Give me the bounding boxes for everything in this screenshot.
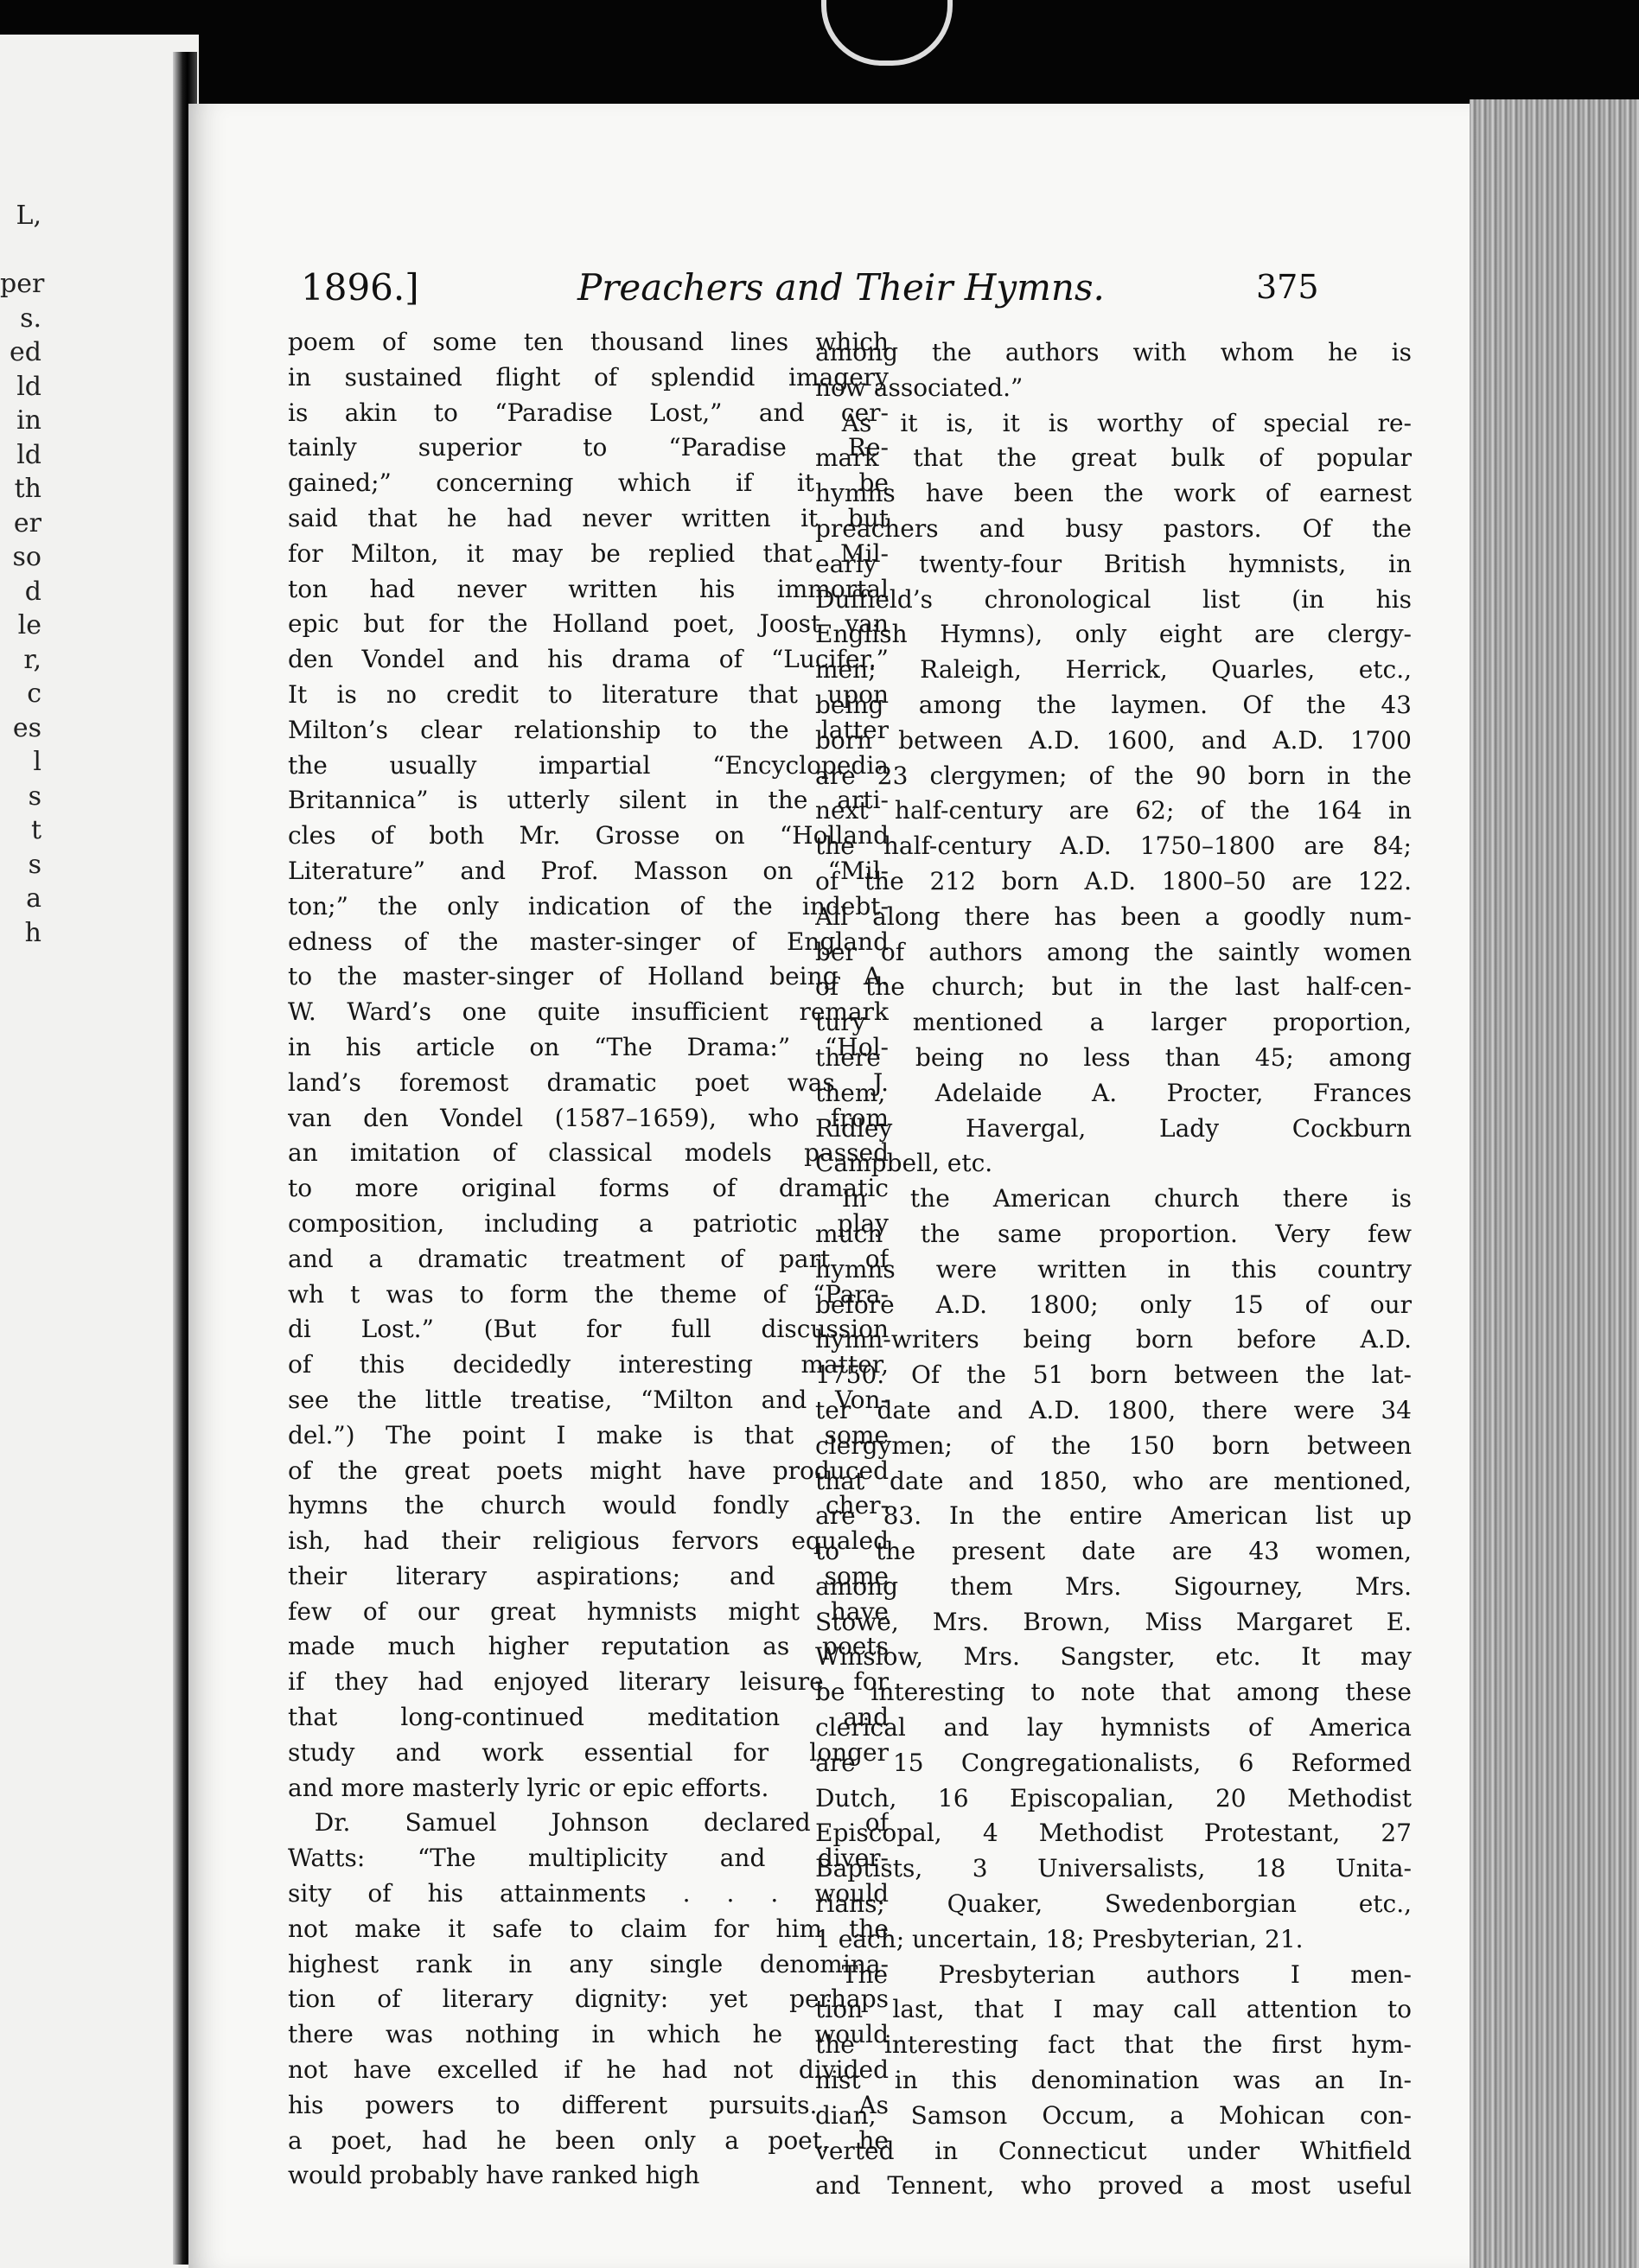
text-line: if they had enjoyed literary leisure for [288, 1667, 889, 1697]
text-line: not have excelled if he had not divided [288, 2055, 889, 2085]
text-line: to the master-singer of Holland being A. [288, 962, 889, 991]
page-number: 375 [1256, 268, 1319, 306]
text-line: cles of both Mr. Grosse on “Holland [288, 821, 889, 850]
binding-ring [821, 0, 953, 66]
text-line: and Tennent, who proved a most useful [815, 2171, 1412, 2201]
text-line: that date and 1850, who are mentioned, [815, 1466, 1412, 1495]
text-line: said that he had never written it but [288, 503, 889, 532]
text-line: hymns were written in this country [815, 1254, 1412, 1284]
text-line: The Presbyterian authors I men- [841, 1959, 1412, 1989]
facing-page-fragment: s [28, 780, 41, 812]
text-line: of the 212 born A.D. 1800–50 are 122. [815, 866, 1412, 895]
text-line: born between A.D. 1600, and A.D. 1700 [815, 725, 1412, 755]
text-line: clerical and lay hymnists of America [815, 1713, 1412, 1742]
text-line: few of our great hymnists might have [288, 1596, 889, 1626]
text-line: English Hymns), only eight are clergy- [815, 620, 1412, 649]
text-line: rians; Quaker, Swedenborgian etc., [815, 1889, 1412, 1919]
text-line: would probably have ranked high [288, 2161, 700, 2190]
text-line: the usually impartial “Encyclopedia [288, 750, 889, 780]
text-line: next half-century are 62; of the 164 in [815, 796, 1412, 825]
text-line: Dr. Samuel Johnson declared of [314, 1808, 889, 1838]
facing-page-fragment: s [28, 849, 41, 880]
text-line: Dutch, 16 Episcopalian, 20 Methodist [815, 1783, 1412, 1812]
text-line: Baptists, 3 Universalists, 18 Unita- [815, 1854, 1412, 1883]
text-line: 1750. Of the 51 born between the lat- [815, 1360, 1412, 1390]
facing-page-fragment: le [17, 610, 41, 640]
text-line: ber of authors among the saintly women [815, 937, 1412, 966]
facing-page-fragment: th [14, 474, 41, 504]
text-line: of the church; but in the last half-cen- [815, 972, 1412, 1002]
facing-page-fragment: a [26, 883, 41, 914]
text-line: see the little treatise, “Milton and Von- [288, 1385, 889, 1414]
text-line: All along there has been a goodly num- [815, 901, 1412, 931]
text-line: Ridley Havergal, Lady Cockburn [815, 1113, 1412, 1143]
text-line: Britannica” is utterly silent in the arti- [288, 786, 889, 815]
page-edges [1470, 99, 1639, 2268]
facing-page-fragment: ld [16, 371, 41, 402]
text-line: for Milton, it may be replied that Mil- [288, 538, 889, 568]
text-line: hymn-writers being born before A.D. [815, 1325, 1412, 1354]
text-line: composition, including a patriotic play [288, 1208, 889, 1238]
text-line: del.”) The point I make is that some [288, 1420, 889, 1449]
text-line: a poet, had he been only a poet, he [288, 2125, 889, 2155]
text-line: land’s foremost dramatic poet was J. [288, 1067, 889, 1097]
text-line: Duffield’s chronological list (in his [815, 584, 1412, 614]
facing-page-fragment: ed [10, 337, 41, 367]
text-line: not make it safe to claim for him the [288, 1914, 889, 1943]
text-line: tainly superior to “Paradise Re- [288, 433, 889, 462]
text-line: Stowe, Mrs. Brown, Miss Margaret E. [815, 1607, 1412, 1636]
facing-page-text-fragments [0, 199, 45, 950]
text-line: hymns the church would fondly cher- [288, 1491, 889, 1520]
facing-page-fragment: l [33, 747, 41, 777]
text-line: Campbell, etc. [815, 1149, 993, 1178]
text-line: clergymen; of the 150 born between [815, 1430, 1412, 1460]
text-line: highest rank in any single denomina- [288, 1949, 889, 1978]
text-line: much the same proportion. Very few [815, 1219, 1412, 1248]
text-line: ton had never written his immortal [288, 574, 889, 603]
text-line: di Lost.” (But for full discussion [288, 1315, 889, 1344]
text-line: made much higher reputation as poets [288, 1632, 889, 1661]
text-line: wh t was to form the theme of “Para- [288, 1279, 889, 1309]
text-line: is akin to “Paradise Lost,” and cer- [288, 398, 889, 427]
facing-page-fragment: per [0, 269, 45, 299]
text-line: be interesting to note that among these [815, 1678, 1412, 1707]
text-line: to the present date are 43 women, [815, 1537, 1412, 1566]
text-line: them, Adelaide A. Procter, Frances [815, 1078, 1412, 1107]
text-line: an imitation of classical models passed [288, 1138, 889, 1168]
text-line: edness of the master-singer of England [288, 927, 889, 956]
left-text-column [288, 325, 889, 2194]
facing-page-fragment: es [12, 712, 41, 743]
facing-page-fragment: s. [20, 303, 41, 334]
text-line: poem of some ten thousand lines which [288, 328, 889, 356]
facing-page-fragment: c [27, 678, 41, 709]
text-line: in sustained flight of splendid imagery [288, 362, 889, 392]
facing-page-fragment: t [30, 815, 41, 845]
text-line: and a dramatic treatment of part of [288, 1244, 889, 1273]
text-line: dian, Samson Occum, a Mohican con- [815, 2100, 1412, 2130]
text-line: tion of literary dignity: yet perhaps [288, 1984, 889, 2014]
text-line: 1 each; uncertain, 18; Presbyterian, 21. [815, 1924, 1304, 1953]
text-line: tury mentioned a larger proportion, [815, 1008, 1412, 1037]
text-line: ter date and A.D. 1800, there were 34 [815, 1395, 1412, 1424]
text-line: of this decidedly interesting matter, [288, 1350, 889, 1379]
text-line: den Vondel and his drama of “Lucifer.” [288, 645, 889, 674]
facing-page-fragment: ld [16, 439, 41, 470]
text-line: preachers and busy pastors. Of the [815, 513, 1412, 543]
text-line: are 23 clergymen; of the 90 born in the [815, 761, 1412, 790]
text-line: there being no less than 45; among [815, 1042, 1412, 1072]
text-line: before A.D. 1800; only 15 of our [815, 1290, 1412, 1319]
text-line: ton;” the only indication of the indebt- [288, 891, 889, 921]
text-line: It is no credit to literature that upon [288, 679, 889, 709]
text-line: In the American church there is [841, 1184, 1412, 1214]
text-line: Winslow, Mrs. Sangster, etc. It may [815, 1642, 1412, 1672]
facing-page-fragment: L, [16, 201, 41, 231]
right-text-column [815, 335, 1412, 2204]
text-line: nist in this denomination was an In- [815, 2066, 1412, 2095]
text-line: their literary aspirations; and some [288, 1561, 889, 1590]
facing-page-fragment [0, 233, 41, 268]
text-line: Episcopal, 4 Methodist Protestant, 27 [815, 1819, 1412, 1848]
text-line: the half-century A.D. 1750–1800 are 84; [815, 831, 1412, 861]
text-line: verted in Connecticut under Whitfield [815, 2136, 1412, 2165]
text-line: study and work essential for longer [288, 1737, 889, 1767]
text-line: tion last, that I may call attention to [815, 1995, 1412, 2024]
text-line: As it is, it is worthy of special re- [841, 408, 1412, 437]
text-line: mark that the great bulk of popular [815, 443, 1412, 473]
text-line: epic but for the Holland poet, Joost van [288, 609, 889, 639]
text-line: ish, had their religious fervors equaled [288, 1526, 889, 1556]
text-line: there was nothing in which he would [288, 2020, 889, 2049]
text-line: Watts: “The multiplicity and diver- [288, 1844, 889, 1873]
text-line: that long-continued meditation and [288, 1703, 889, 1732]
text-line: W. Ward’s one quite insufficient remark [288, 997, 889, 1027]
text-line: his powers to different pursuits. As [288, 2090, 889, 2119]
text-line: sity of his attainments . . . would [288, 1879, 889, 1908]
text-line: early twenty-four British hymnists, in [815, 549, 1412, 578]
text-line: the interesting fact that the first hym- [815, 2030, 1412, 2060]
text-line: in his article on “The Drama:” “Hol- [288, 1032, 889, 1061]
text-line: being among the laymen. Of the 43 [815, 690, 1412, 719]
facing-page-fragment: h [24, 917, 41, 948]
text-line: among them Mrs. Sigourney, Mrs. [815, 1571, 1412, 1601]
text-line: are 15 Congregationalists, 6 Reformed [815, 1748, 1412, 1777]
facing-page-fragment: r, [23, 644, 41, 675]
text-line: and more masterly lyric or epic efforts. [288, 1773, 769, 1802]
header-title: Preachers and Their Hymns. [577, 266, 1105, 309]
facing-page-fragment: er [13, 507, 41, 538]
text-line: now associated.” [815, 373, 1024, 402]
text-line: hymns have been the work of earnest [815, 479, 1412, 508]
text-line: to more original forms of dramatic [288, 1174, 889, 1203]
text-line: are 83. In the entire American list up [815, 1501, 1412, 1531]
book-page [188, 104, 1478, 2268]
text-line: Literature” and Prof. Masson on “Mil- [288, 856, 889, 885]
text-line: gained;” concerning which if it be [288, 468, 889, 498]
text-line: among the authors with whom he is [815, 338, 1412, 366]
facing-page-fragment: so [12, 542, 41, 572]
facing-page-fragment: d [24, 576, 41, 607]
header-year: 1896.] [301, 266, 419, 309]
text-line: Milton’s clear relationship to the latter [288, 715, 889, 744]
text-line: men; Raleigh, Herrick, Quarles, etc., [815, 655, 1412, 685]
text-line: of the great poets might have produced [288, 1456, 889, 1485]
facing-page-fragment: in [16, 405, 41, 436]
text-line: van den Vondel (1587–1659), who from [288, 1103, 889, 1132]
